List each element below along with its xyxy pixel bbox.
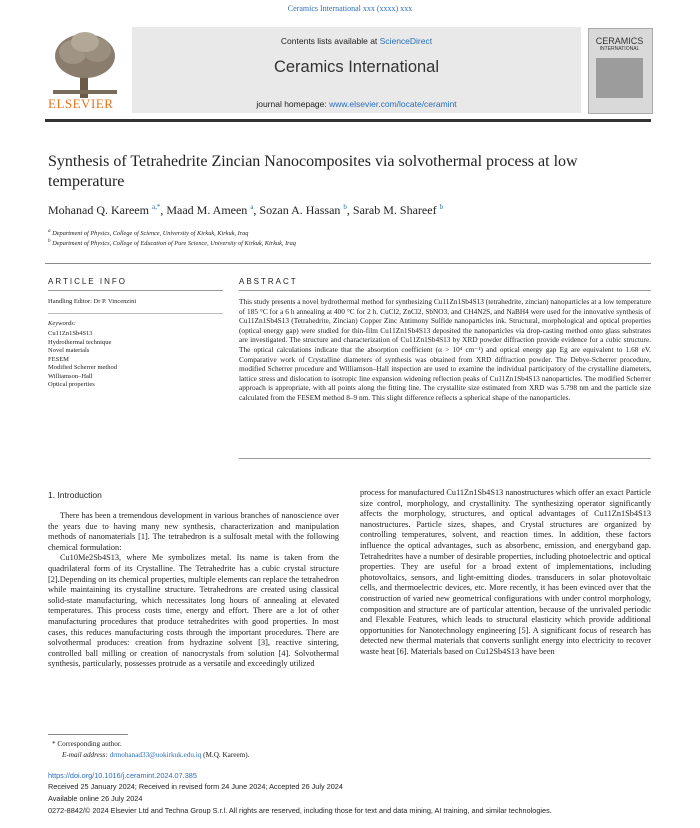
author-affil-mark[interactable]: b — [439, 203, 444, 211]
author-name: Sarab M. Shareef — [352, 203, 437, 217]
keyword-item: Novel materials — [48, 347, 90, 354]
available-online: Available online 26 July 2024 — [48, 794, 143, 803]
intro-right-column — [360, 488, 651, 658]
article-info-heading: ARTICLE INFO — [48, 277, 127, 286]
paragraph: process for manufactured Cu11Zn1Sb4S13 nanostructures which offer an exact Particle size control, morphology, and crystallinity. The synthesizing operator significantly affects the morphology, structures, and optical advantages of Cu11Zn1Sb4S13 nanostructures. Particle sizes, shapes, and Crystal structures are organized by controlling temperatures, solvent, and reaction times. In addition, these factors influence the optical advantages, such as absorbenc, emission, and energyband gap. Tetrahedrites have a number of desirable properties, including photoelectric and optical properties. They are useful for a broad extent of implementations, including photovoltaics, sensors, and light-emitting diodes. transducers in solar photovoltaic cells, and thermoelectric devices, etc. More recently, it has been evinced over that the construction of varied new geometrical configurations with under control morphology, composition and structure are of particular attention, because of the unrivaled periodic and Flexable Features, which leads to structural elasticity which provide additional opportunities for Nanotechnology engineering [5]. A significant focus of research has detected new thermal materials that converts sunlight energy into electricity to recover waste heat [6]. Materials based on Cu12Sb4S13 have been — [360, 488, 651, 656]
homepage-prefix: journal homepage: — [256, 99, 330, 109]
affiliation-b — [48, 238, 296, 247]
keyword-item: Modified Scherrer method — [48, 364, 117, 371]
abstract-rule — [239, 290, 651, 291]
affiliation-mark: a — [48, 228, 51, 234]
email-suffix: (M.Q. Kareem). — [201, 751, 250, 759]
copyright-line: 0272-8842/© 2024 Elsevier Ltd and Techna Group S.r.l. All rights are reserved, including those for text and data mining, AI training, and similar technologies. — [48, 806, 552, 815]
keyword-item: Cu11Zn1Sb4S13 — [48, 330, 93, 337]
abstract-end-rule — [239, 458, 651, 459]
article-info-rule — [48, 290, 223, 291]
author-list: Mohanad Q. Kareem $^{a,*}$, Maad M. Ameen $^a$, Sozan A. Hassan $^b$, Sarab M. Shareef $^b$ — [48, 203, 444, 217]
sciencedirect-link[interactable]: ScienceDirect — [379, 36, 433, 46]
paragraph: There has been a tremendous development in various branches of nanoscience over the years due to having many new synthesis, characterization and manipulation methods of nanomaterials [1]. The tetrahedron is a sulfosalt metal with the following chemical formulation: — [48, 511, 339, 552]
journal-homepage — [132, 99, 581, 109]
affiliation-text: Department of Physics, College of Education of Pure Science, University of Kirkuk, Kirkuk, Iraq — [52, 240, 296, 248]
contents-line — [132, 36, 581, 46]
keywords-label: Keywords: — [48, 320, 76, 327]
email-link[interactable]: drmohanad33@uokirkuk.edu.iq — [109, 751, 202, 759]
abstract-heading: ABSTRACT — [239, 277, 298, 286]
received-dates: Received 25 January 2024; Received in revised form 24 June 2024; Accepted 26 July 2024 — [48, 782, 343, 791]
keyword-list — [48, 330, 117, 390]
author-affil-mark[interactable]: a,* — [151, 203, 161, 211]
keyword-item: Optical properties — [48, 381, 95, 388]
paragraph: Cu10Me2Sb4S13, where Me symbolizes metal. Its name is taken from the quadrilateral form of its Crystalline. The Tetrahedrite has a cubic crystal structure [2].Depending on its chemical properties, multiple elements can replace the tetrahedron while maintaining its crystalline structure. Tetrahedrons are created using classical solid-state manufacturing, which necessitates long hours of annealing at elevated temperatures. This process costs time, energy and effort. There are a lot of other manufacturing procedures that produce tetrahedrites with good properties. In most cases, this reduces manufacturing costs through the important procedures. There are solvothermal produces: creation from hydrazine solvent [3], reactive sintering, controlled ball milling or creation of nanocrystals from solution [4]. Solvothermal synthesis, particularly, possesses protrude as a versatile and exceedingly utilized — [48, 553, 339, 669]
cover-title: CERAMICS — [595, 36, 644, 46]
intro-left-column — [48, 511, 339, 670]
author-name: Sozan A. Hassan — [259, 203, 341, 217]
doi-link[interactable]: https://doi.org/10.1016/j.ceramint.2024.07.385 — [48, 771, 197, 780]
keyword-item: FESEM — [48, 355, 69, 363]
affiliation-text: Department of Physics, College of Science, University of Kirkuk, Kirkuk, Iraq — [52, 230, 249, 238]
keyword-item: Hydrothermal technique — [48, 338, 112, 346]
cover-subtitle: INTERNATIONAL — [599, 46, 640, 52]
footnote-rule — [48, 734, 128, 735]
corresponding-author-note: * Corresponding author. — [52, 740, 122, 748]
journal-name: Ceramics International — [273, 58, 440, 76]
author-affil-mark[interactable]: b — [343, 203, 347, 211]
keyword-item: Williamson–Hall — [48, 372, 93, 380]
affiliation-a — [48, 228, 248, 237]
header-rule — [45, 119, 651, 122]
homepage-link[interactable]: www.elsevier.com/locate/ceramint — [329, 99, 457, 109]
abstract-text: This study presents a novel hydrothermal method for synthesizing Cu11Zn1Sb4S13 (tetrahedrite, zincian) nanoparticles at a low temperature of 185 °C for a 6 h annealing at 400 °C for 2 h. CuCl2, ZnCl2, SbNO3, and CH4N2S, and NaBH4 were used for the innovative synthesis of Cu11Zn1Sb4S13 (Tetrahedrite, Zincian) Copper Zinc Antimony Sulfide nanoparticles ink. Structural, morphological and optical properties (optical energy gap) were studied for thin-film Cu11Zn1Sb4S13 deposited the nanoparticles via drop-casting method onto glass substrates are investigated. The structure and characterization of Cu11Zn1Sb4S13 by XRD powder diffraction provide evidence for a cubic structure. The optical calculations indicate that the absorption coefficient (α > 10⁴ cm⁻¹) and optical energy gap Eg are equivalent to 1.68 eV. Comparative work of Crystalline diameters of synthesis was obtained from XRD diffraction powder. The Debye-Scherrer procedure, modified Scherrer procedure and Williamson–Hall inspection are used to examine the individual participatory of the crystalline diameters, lattice stress and dislocation to isotropic line expansion widening reflection peaks of Cu11Zn1Sb4S13 nanoparticles. The modified Scherrer approach is appropriate, with all points along the fitting line. The crystallite size estimated from XRD was 5.798 nm and the particle size calculated from the FESEM method 8–9 nm. This slight difference reflects a spherical shape of the nanoparticles. — [239, 297, 651, 402]
article-title: Synthesis of Tetrahedrite Zincian Nanocomposites via solvothermal process at low temperature — [48, 153, 578, 190]
handling-editor: Handling Editor: Dr P. Vincenzini — [48, 298, 137, 305]
section-rule — [45, 263, 651, 264]
email-line — [62, 751, 249, 759]
running-head[interactable]: Ceramics International xxx (xxxx) xxx — [287, 4, 413, 13]
author-affil-mark[interactable]: a — [250, 203, 254, 211]
cover-image — [596, 58, 643, 98]
email-label: E-mail address: — [62, 751, 110, 759]
elsevier-wordmark: ELSEVIER — [48, 96, 114, 111]
affiliation-mark: b — [48, 238, 51, 244]
contents-prefix: Contents lists available at — [280, 36, 380, 46]
introduction-heading: 1. Introduction — [48, 490, 102, 500]
keywords-rule — [48, 313, 223, 314]
author-name: Mohanad Q. Kareem — [48, 203, 149, 217]
author-name: Maad M. Ameen — [166, 203, 248, 217]
